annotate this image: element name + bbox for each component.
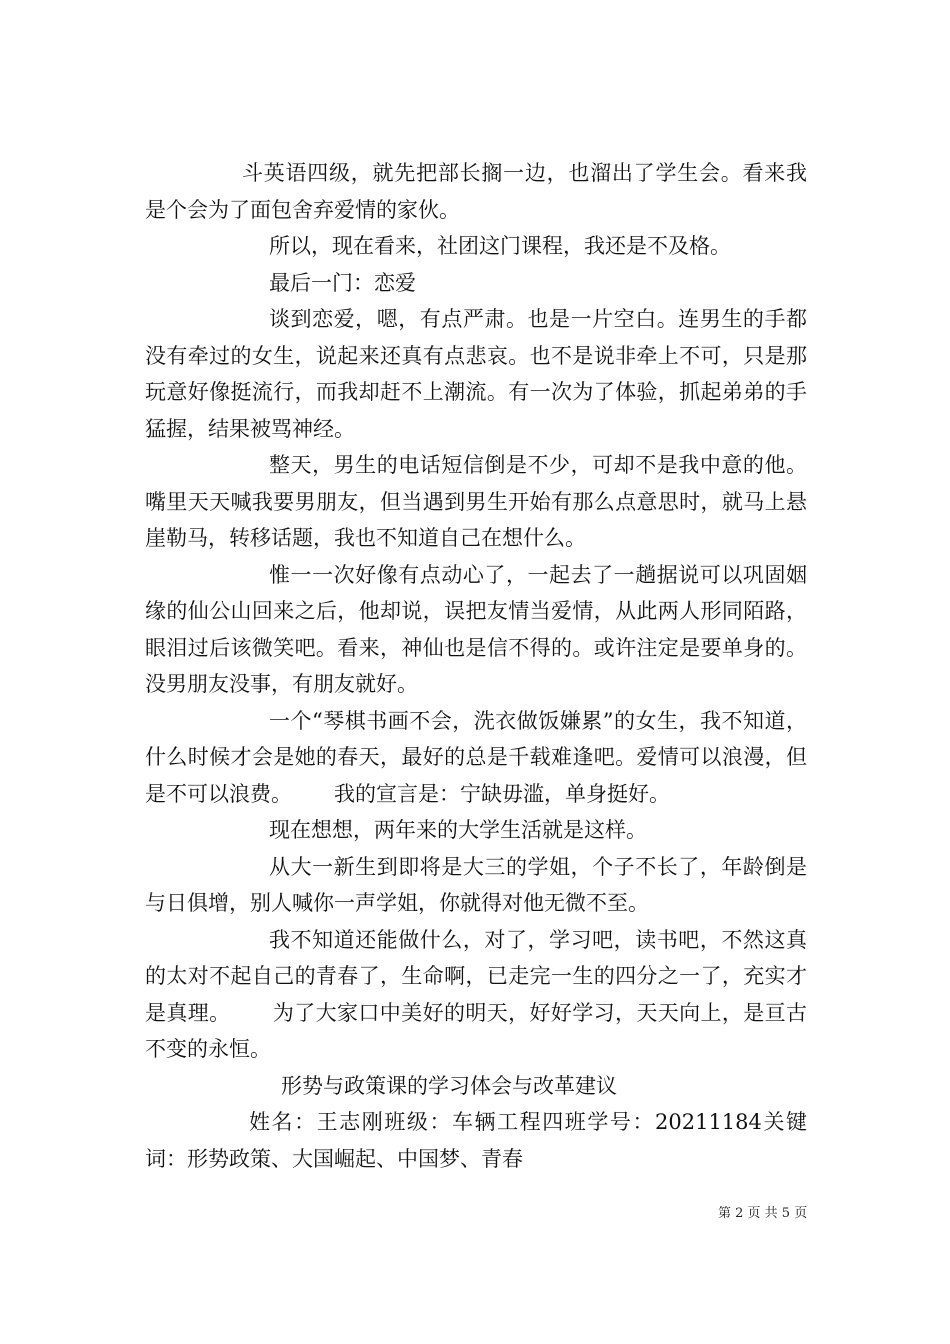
paragraph-romance-intro: 谈到恋爱，嗯，有点严肃。也是一片空白。连男生的手都没有牵过的女生，说起来还真有点悲哀。也不是说非牵上不可，只是那玩意好像挺流行，而我却赶不上潮流。有一次为了体验，抓起弟弟的手猛握，结果被骂神经。 bbox=[145, 307, 807, 441]
document-body bbox=[145, 155, 807, 1177]
paragraph-student-union: 斗英语四级，就先把部长搁一边，也溜出了学生会。看来我是个会为了面包舍弃爱情的家伙。 bbox=[145, 161, 807, 222]
declaration-lead-text: 一个“琴棋书画不会，洗衣做饭嫌累”的女生，我不知道，什么时候才会是她的春天，最好的总是千载难逢吧。爱情可以浪漫，但是不可以浪费。 bbox=[145, 708, 807, 806]
page-number-footer: 第 2 页 共 5 页 bbox=[718, 1206, 808, 1221]
study-tail-text: 为了大家口中美好的明天，好好学习，天天向上，是亘古不变的永恒。 bbox=[145, 1000, 808, 1061]
paragraph-senior-student: 从大一新生到即将是大三的学姐，个子不长了，年龄倒是与日俱增，别人喊你一声学姐，你就得对他无微不至。 bbox=[145, 854, 807, 915]
declaration-statement: 我的宣言是：宁缺毋滥，单身挺好。 bbox=[334, 781, 670, 806]
paragraph-declaration bbox=[145, 703, 807, 813]
author-meta-line: 姓名：王志刚班级：车辆工程四班学号：20211184关键词：形势政策、大国崛起、中国梦、青春 bbox=[145, 1110, 807, 1171]
paragraph-study-conclusion bbox=[145, 922, 807, 1068]
essay-title: 形势与政策课的学习体会与改革建议 bbox=[281, 1073, 617, 1098]
paragraph-club-course: 所以，现在看来，社团这门课程，我还是不及格。 bbox=[269, 234, 731, 258]
study-lead-text: 我不知道还能做什么，对了，学习吧，读书吧，不然这真的太对不起自己的青春了，生命啊，已走完一生的四分之一了，充实才是真理。 bbox=[145, 927, 807, 1025]
paragraph-mountain-trip: 惟一一次好像有点动心了，一起去了一趟据说可以巩固姻缘的仙公山回来之后，他却说，误把友情当爱情，从此两人形同陌路，眼泪过后该微笑吧。看来，神仙也是信不得的。或许注定是要单身的。没男朋友没事，有朋友就好。 bbox=[145, 562, 807, 696]
paragraph-boys-messages: 整天，男生的电话短信倒是不少，可却不是我中意的他。嘴里天天喊我要男朋友，但当遇到男生开始有那么点意思时，就马上悬崖勒马，转移话题，我也不知道自己在想什么。 bbox=[145, 453, 807, 550]
paragraph-two-years: 现在想想，两年来的大学生活就是这样。 bbox=[269, 818, 647, 842]
paragraph-last-course-heading: 最后一门：恋爱 bbox=[269, 270, 416, 295]
